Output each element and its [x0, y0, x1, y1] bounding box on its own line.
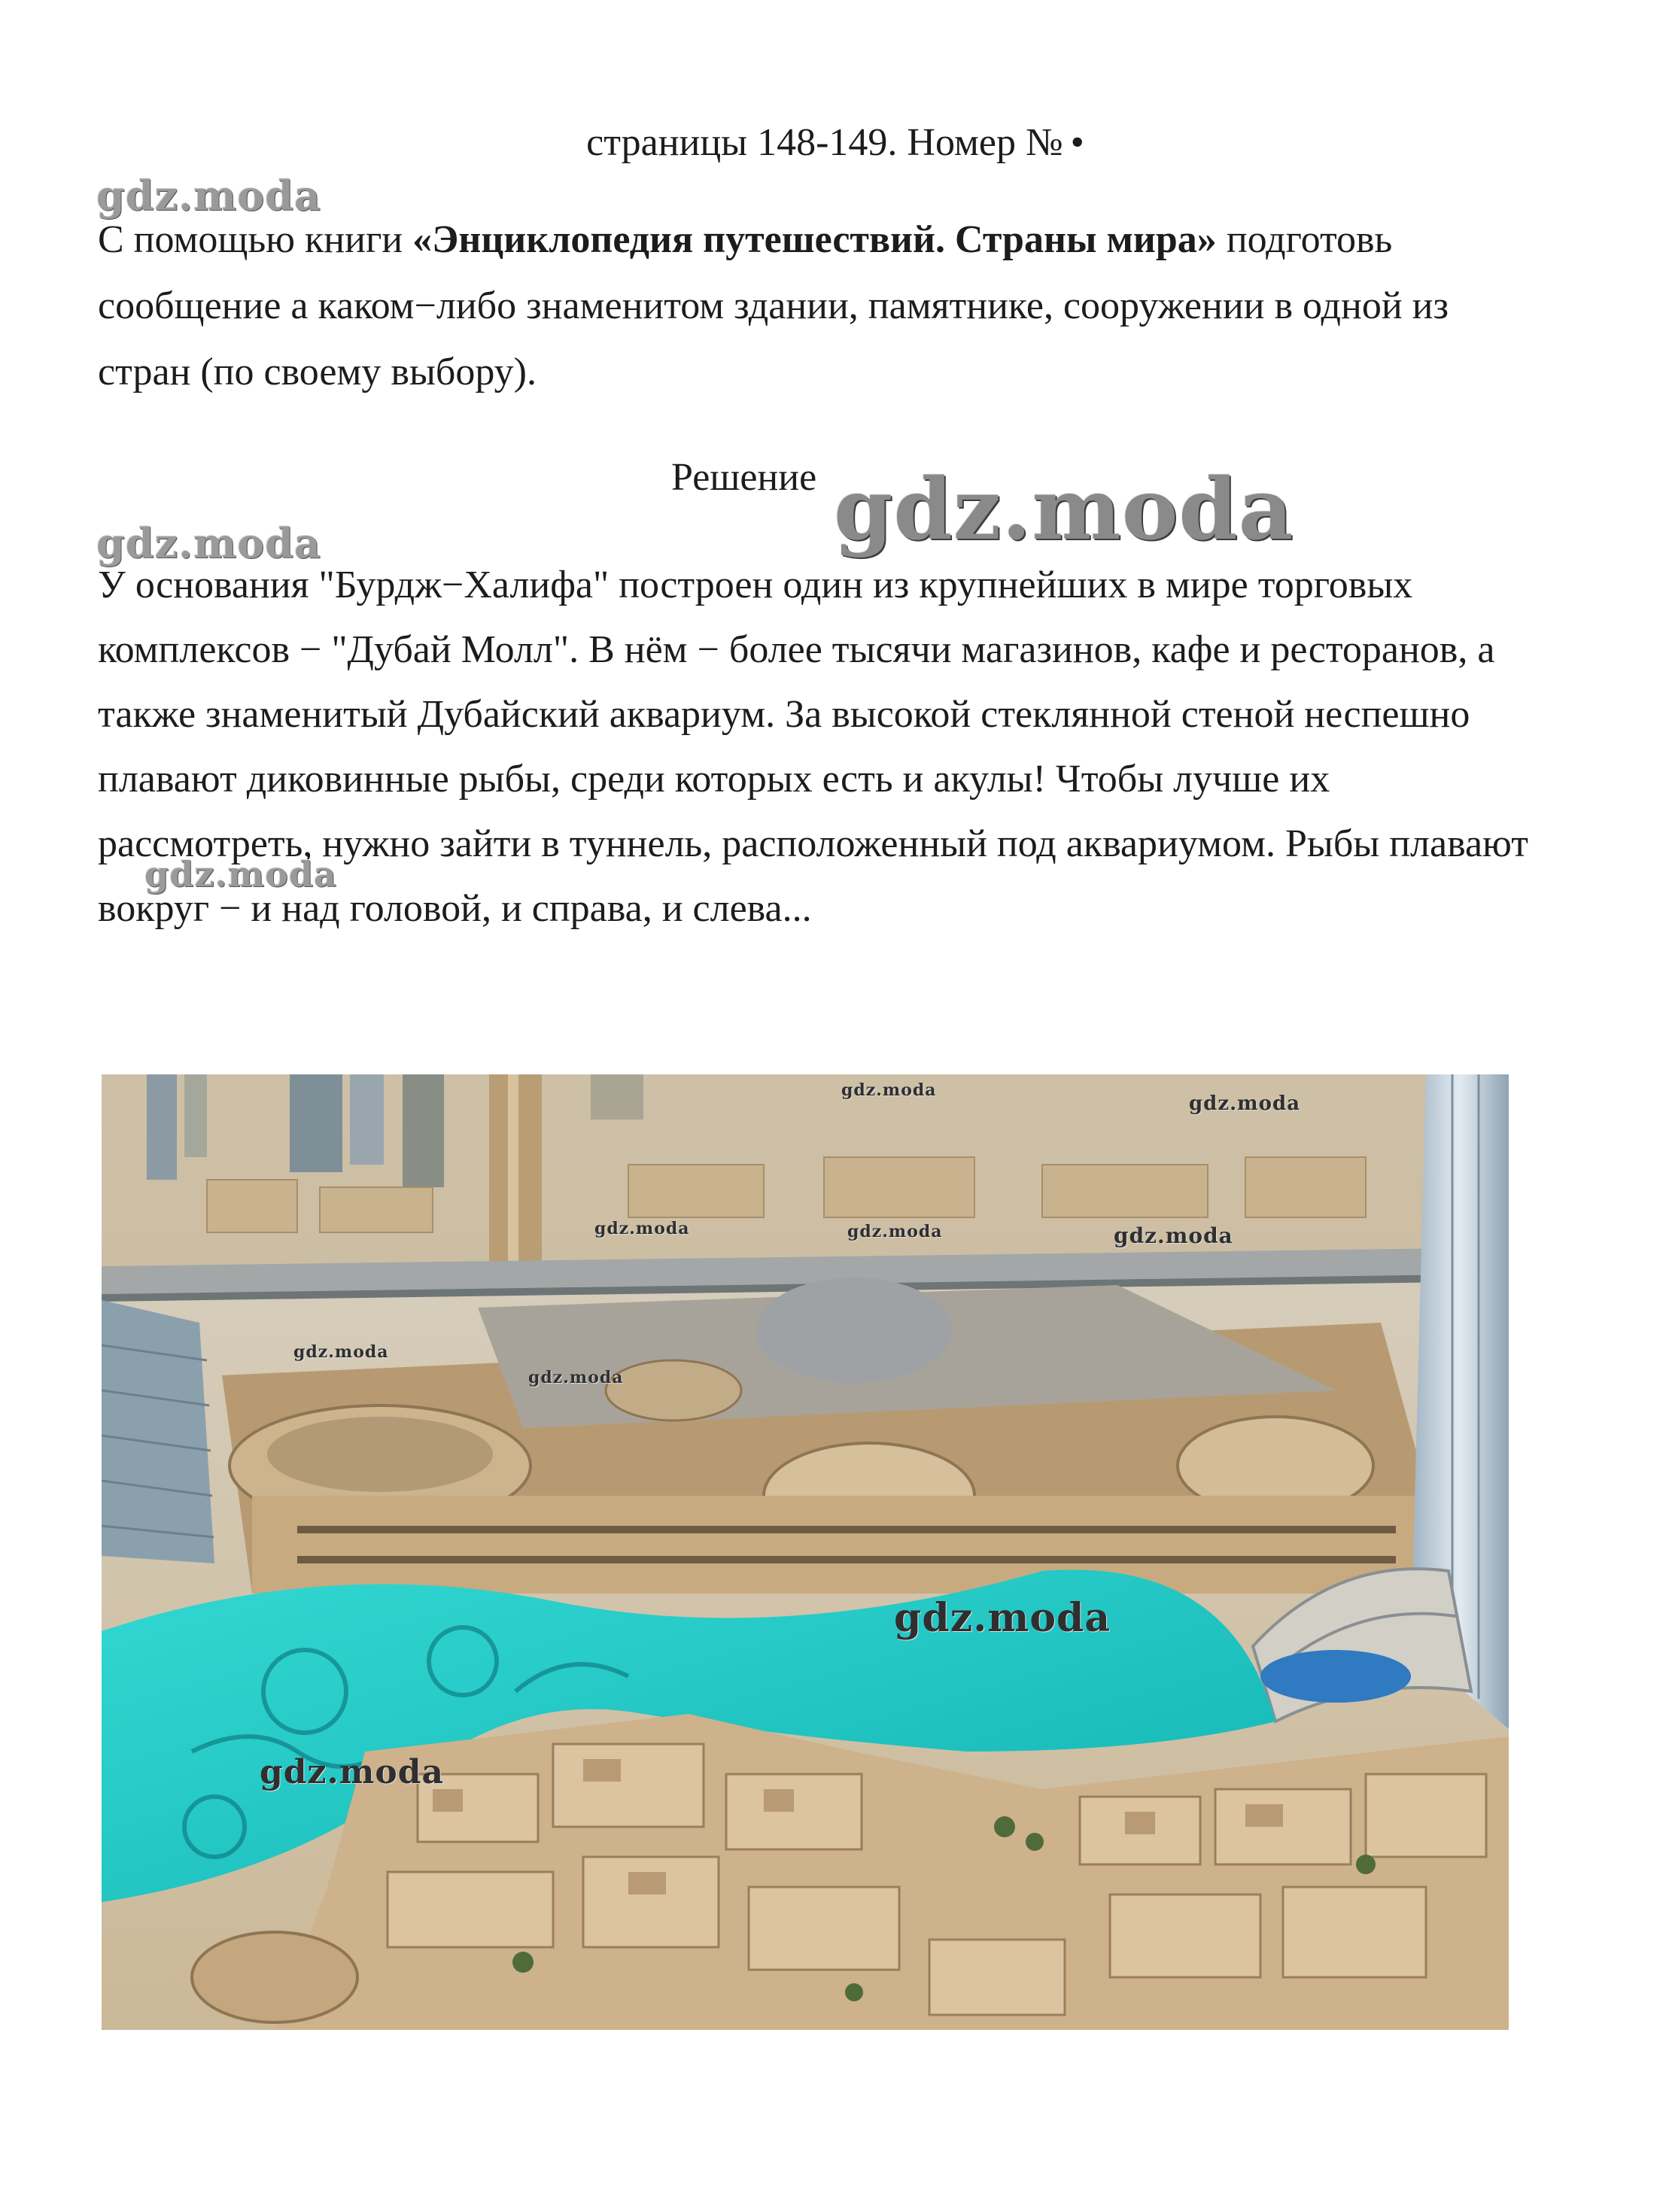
page-title: страницы 148-149. Номер № — [586, 121, 1063, 164]
watermark-photo-4: gdz.moda — [847, 1222, 943, 1241]
watermark-photo-5: gdz.moda — [1114, 1223, 1233, 1248]
book-title: «Энциклопедия путешествий. Страны мира» — [412, 218, 1217, 261]
watermark-photo-9: gdz.moda — [260, 1753, 445, 1791]
watermark-photo-7: gdz.moda — [528, 1368, 624, 1387]
solution-heading: Решение — [671, 456, 817, 499]
watermark-mid-left: gdz.moda — [96, 519, 321, 567]
solution-text: У основания "Бурдж−Халифа" построен один из крупнейших в мире торговых комплексов − "Дубай Молл". В нём − более тысячи магазинов, кафе и ресторанов, а также знаменитый Дубайский аквариум. За высокой стеклянной стеной неспешно плавают диковинные рыбы, среди которых есть и акулы! Чтобы лучше их рассмотреть, нужно зайти в туннель, расположенный под аквариумом. Рыбы плавают вокруг − и над головой, и справа, и слева... — [98, 564, 1528, 930]
task-intro: С помощью книги — [98, 218, 413, 261]
page-header — [0, 113, 1663, 173]
watermark-photo-3: gdz.moda — [594, 1219, 690, 1238]
watermark-photo-2: gdz.moda — [1189, 1092, 1301, 1115]
task-text — [98, 207, 1528, 406]
title-bullet: • — [1070, 121, 1084, 164]
watermark-large: gdz.moda — [834, 460, 1294, 559]
watermark-top-left: gdz.moda — [96, 172, 321, 220]
watermark-photo-6: gdz.moda — [293, 1342, 389, 1362]
dubai-mall-photo — [102, 1074, 1509, 2030]
dubai-mall-aerial-illustration — [102, 1074, 1509, 2030]
watermark-inline: gdz.moda — [144, 854, 337, 895]
watermark-photo-8: gdz.moda — [894, 1595, 1111, 1641]
watermark-photo-1: gdz.moda — [841, 1080, 937, 1100]
task-rest: подготовь сообщение а каком−либо знаменитом здании, памятнике, сооружении в одной из стран (по своему выбору). — [98, 218, 1449, 393]
